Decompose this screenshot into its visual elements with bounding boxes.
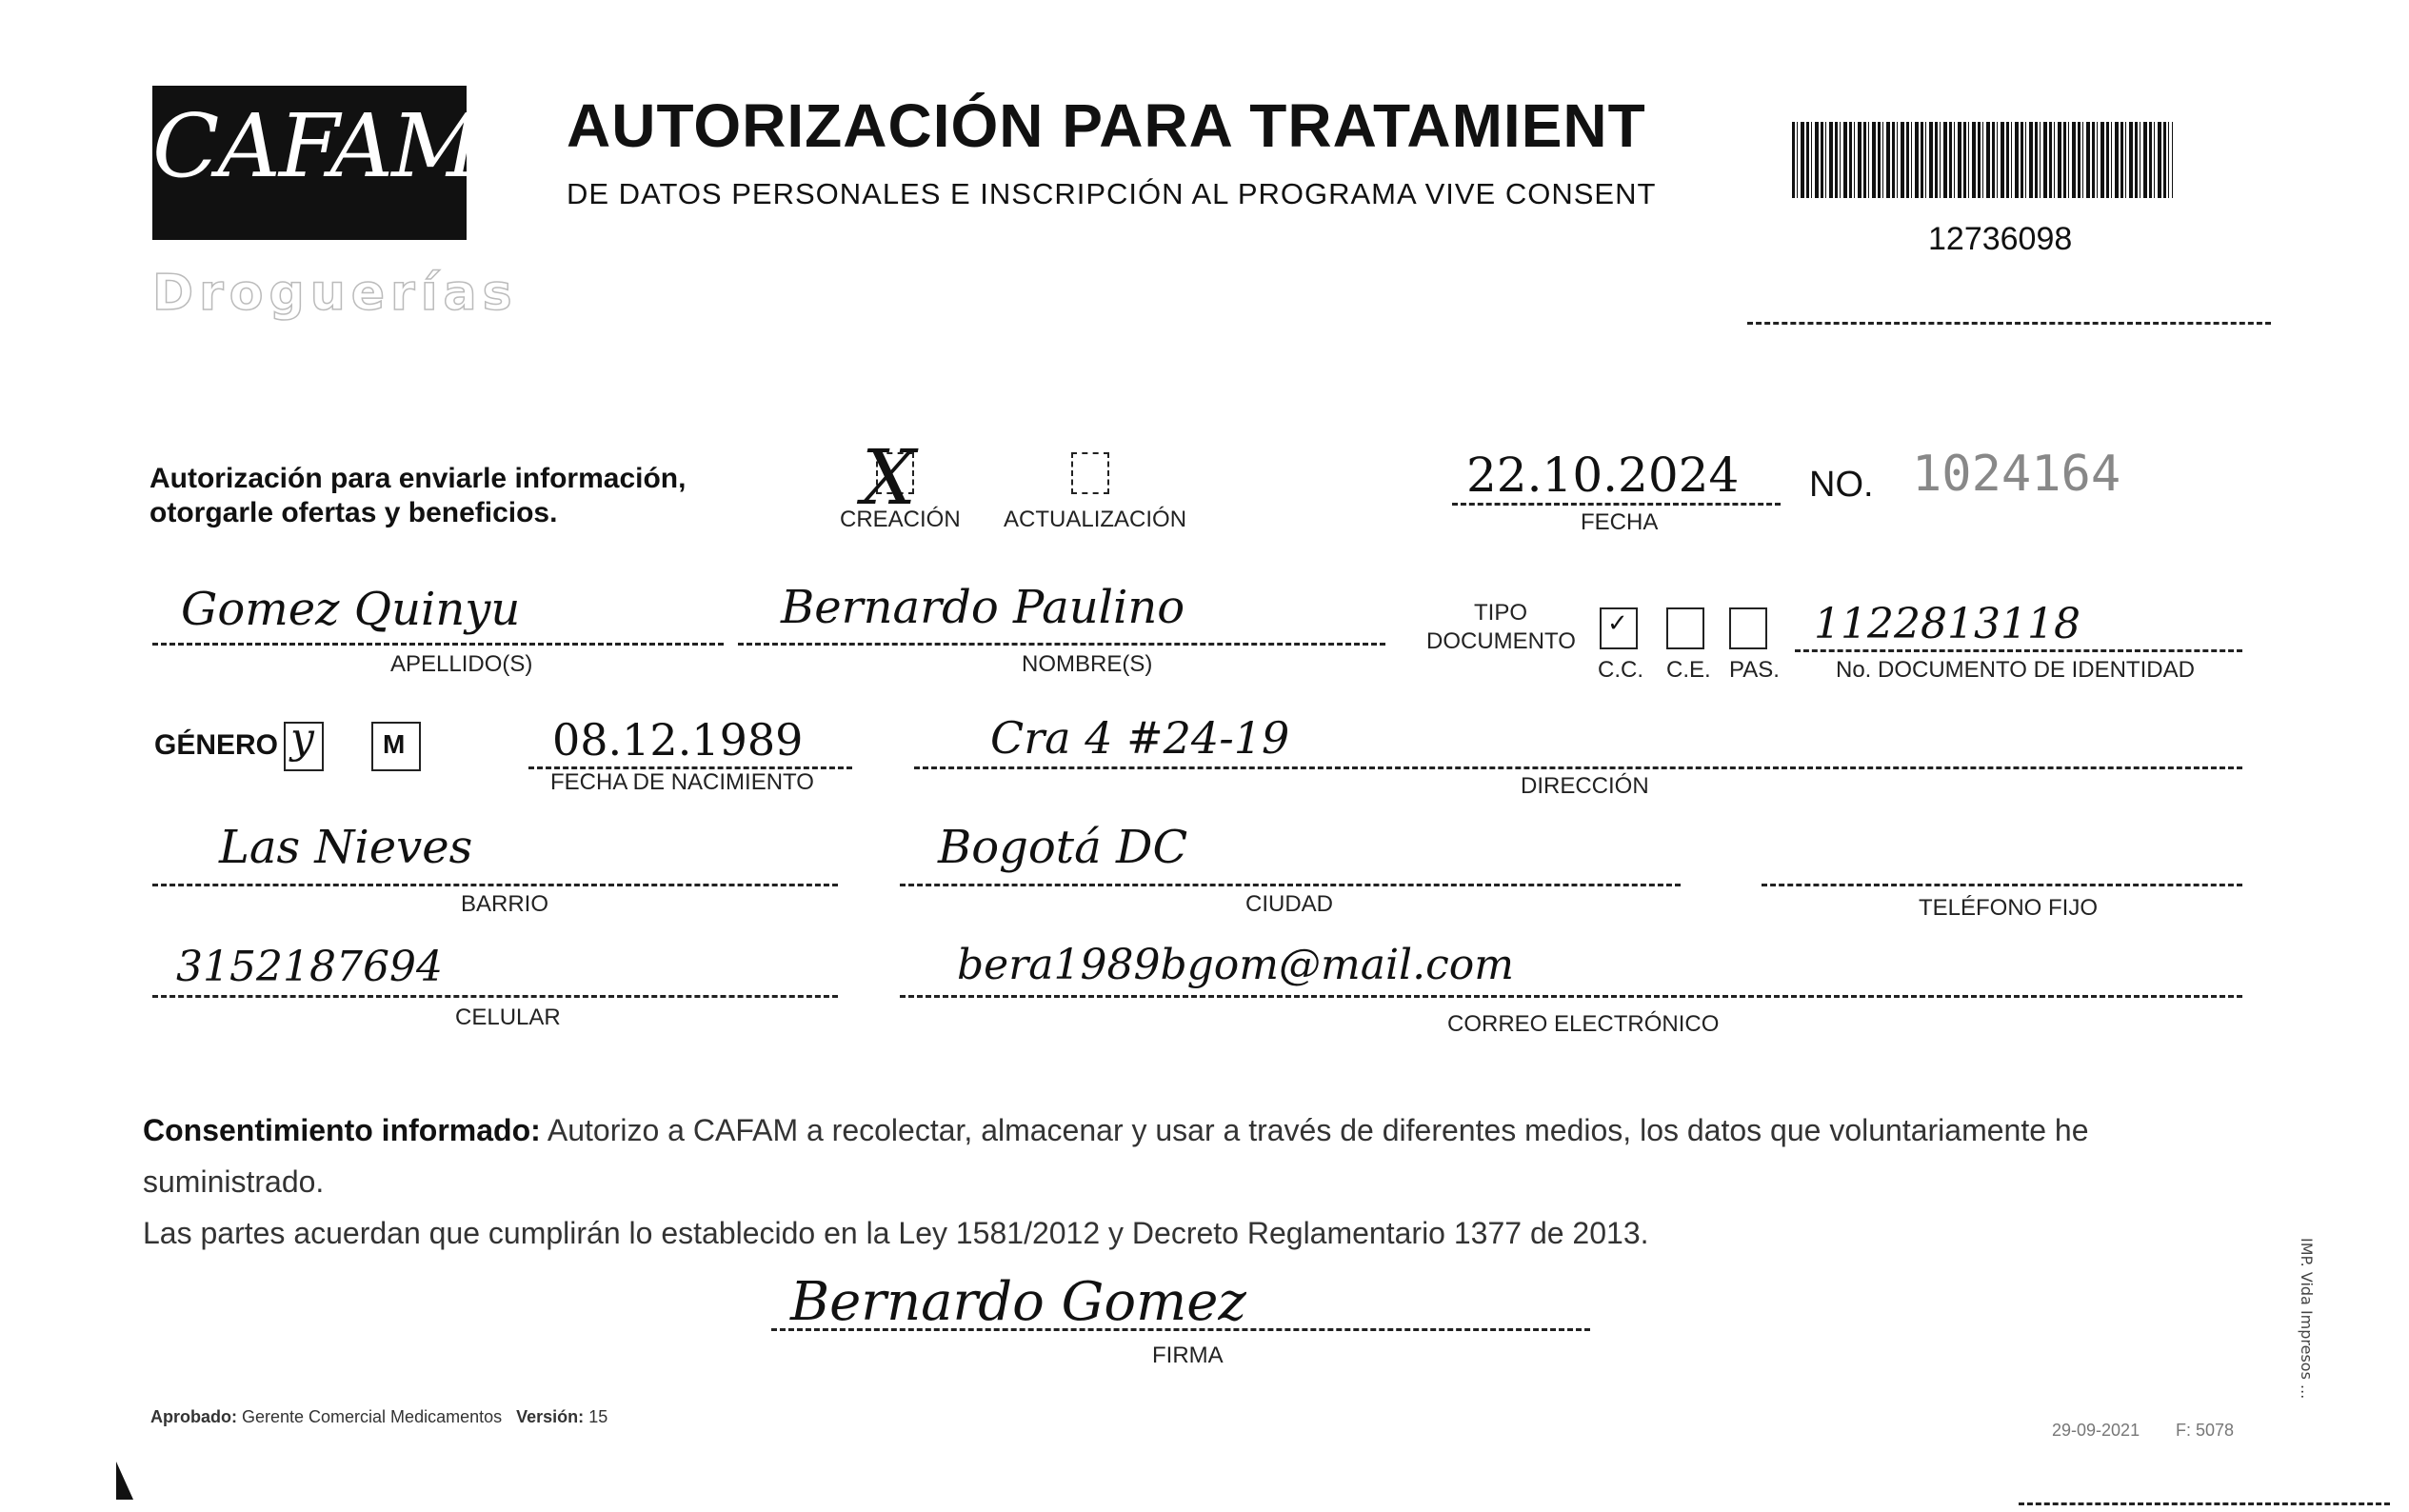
doc-number-line xyxy=(1795,649,2242,652)
signature-value: Bernardo Gomez xyxy=(790,1271,1246,1333)
surname-value: Gomez Quinyu xyxy=(181,583,521,636)
birth-date-value: 08.12.1989 xyxy=(552,714,804,766)
name-value: Bernardo Paulino xyxy=(781,581,1185,634)
approved-label: Aprobado: xyxy=(150,1407,237,1426)
update-label: ACTUALIZACIÓN xyxy=(1004,507,1187,532)
version-label: Versión: xyxy=(516,1407,585,1426)
doc-cc-label: C.C. xyxy=(1598,657,1643,683)
drogerias-logo-text: Droguerías xyxy=(152,265,518,322)
consent-text-2: Las partes acuerdan que cumplirán lo establecido en la Ley 1581/2012 y Decreto Reglamentario 1377 de 2013. xyxy=(143,1216,1649,1250)
city-label: CIUDAD xyxy=(1245,891,1334,917)
doc-ce-checkbox[interactable] xyxy=(1666,607,1704,649)
form-subtitle: DE DATOS PERSONALES E INSCRIPCIÓN AL PROGRAMA VIVE CONSENT xyxy=(567,177,1657,210)
gender-m-label: M xyxy=(383,729,406,759)
surname-line xyxy=(152,643,724,646)
bottom-edge-dash xyxy=(2019,1502,2390,1505)
footer-approved xyxy=(150,1407,607,1427)
update-checkbox[interactable] xyxy=(1071,452,1109,494)
email-line xyxy=(900,995,2242,998)
corner-mark xyxy=(116,1462,133,1500)
gender-f-mark: y xyxy=(290,714,314,763)
consent-text-1: Autorizo a CAFAM a recolectar, almacenar y usar a través de diferentes medios, los datos que voluntariamente he suministrado. xyxy=(143,1113,2089,1199)
form-number: 1024164 xyxy=(1912,446,2121,503)
doc-number-value: 1122813118 xyxy=(1814,600,2080,648)
authorization-intro-line2: otorgarle ofertas y beneficios. xyxy=(149,497,558,528)
creation-label: CREACIÓN xyxy=(840,507,961,532)
address-label: DIRECCIÓN xyxy=(1521,773,1649,799)
consent-paragraph xyxy=(143,1104,2247,1259)
phone-label: TELÉFONO FIJO xyxy=(1919,895,2099,921)
city-line xyxy=(900,884,1681,886)
mobile-label: CELULAR xyxy=(455,1005,561,1030)
doc-number-label: No. DOCUMENTO DE IDENTIDAD xyxy=(1836,657,2195,683)
date-label: FECHA xyxy=(1581,509,1659,535)
birth-date-label: FECHA DE NACIMIENTO xyxy=(550,769,814,795)
surname-label: APELLIDO(S) xyxy=(390,651,533,677)
barrio-label: BARRIO xyxy=(461,891,549,917)
doc-pas-label: PAS. xyxy=(1729,657,1780,683)
doc-ce-label: C.E. xyxy=(1666,657,1711,683)
barrio-value: Las Nieves xyxy=(219,821,473,874)
authorization-intro-line1: Autorización para enviarle información, xyxy=(149,463,687,494)
name-label: NOMBRE(S) xyxy=(1022,651,1153,677)
email-label: CORREO ELECTRÓNICO xyxy=(1447,1011,1720,1037)
footer-code-form: F: 5078 xyxy=(2176,1421,2235,1440)
doc-cc-checkmark: ✓ xyxy=(1607,609,1628,638)
consent-heading: Consentimiento informado: xyxy=(143,1113,541,1147)
gender-label: GÉNERO xyxy=(154,729,279,761)
phone-line xyxy=(1762,884,2242,886)
side-print-info: IMP. Vida Impresos ... xyxy=(2298,1238,2316,1400)
cafam-logo: CAFAM xyxy=(152,95,480,197)
form-title: AUTORIZACIÓN PARA TRATAMIENT xyxy=(567,91,1646,160)
date-underline xyxy=(1452,503,1781,506)
approved-value: Gerente Comercial Medicamentos xyxy=(242,1407,503,1426)
doc-type-label-2: DOCUMENTO xyxy=(1426,628,1576,654)
doc-pas-checkbox[interactable] xyxy=(1729,607,1767,649)
footer-code-date: 29-09-2021 xyxy=(2052,1421,2140,1440)
mobile-value: 3152187694 xyxy=(176,943,443,991)
creation-x-mark: X xyxy=(862,433,916,522)
name-line xyxy=(738,643,1385,646)
signature-label: FIRMA xyxy=(1152,1343,1224,1368)
doc-type-label-1: TIPO xyxy=(1474,600,1528,626)
city-value: Bogotá DC xyxy=(938,821,1188,874)
email-value: bera1989bgom@mail.com xyxy=(957,941,1514,989)
barcode-number: 12736098 xyxy=(1928,221,2073,257)
address-value: Cra 4 #24-19 xyxy=(990,712,1290,764)
barrio-line xyxy=(152,884,838,886)
barcode xyxy=(1792,122,2173,198)
signature-line xyxy=(771,1328,1590,1331)
mobile-line xyxy=(152,995,838,998)
number-prefix: NO. xyxy=(1809,465,1874,505)
header-divider xyxy=(1747,322,2271,325)
version-value: 15 xyxy=(588,1407,608,1426)
date-value: 22.10.2024 xyxy=(1466,448,1740,503)
address-line xyxy=(914,766,2242,769)
